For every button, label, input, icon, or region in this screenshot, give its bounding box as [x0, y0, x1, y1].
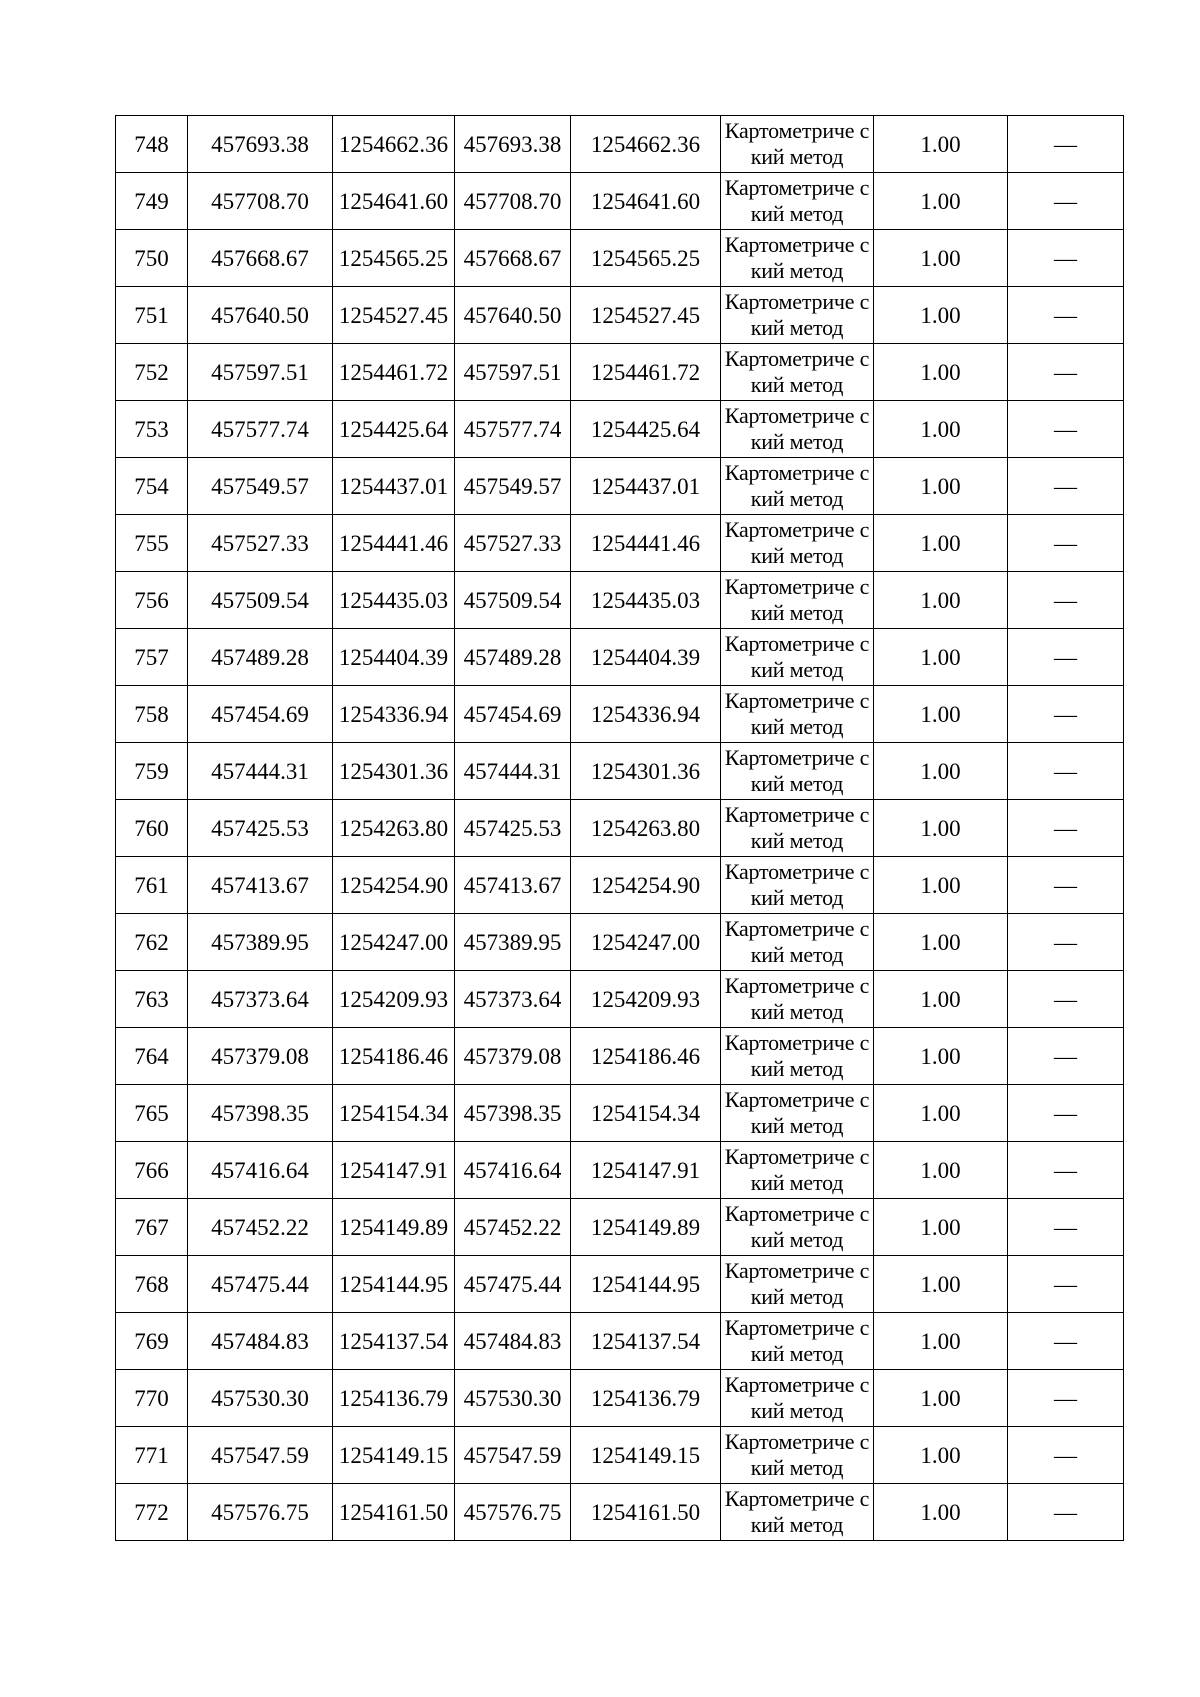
y-new-cell: 1254425.64 [571, 401, 721, 458]
y-new-cell: 1254404.39 [571, 629, 721, 686]
description-cell: — [1008, 1199, 1124, 1256]
method-text: Картометриче ский метод [724, 1486, 870, 1537]
table-row [116, 1142, 1124, 1199]
table-row [116, 230, 1124, 287]
accuracy-cell: 1.00 [874, 515, 1008, 572]
x-existing-cell: 457577.74 [188, 401, 333, 458]
x-new-cell: 457693.38 [455, 116, 571, 173]
x-existing-cell: 457693.38 [188, 116, 333, 173]
x-existing-cell: 457398.35 [188, 1085, 333, 1142]
y-existing-cell: 1254441.46 [333, 515, 455, 572]
accuracy-cell: 1.00 [874, 914, 1008, 971]
y-existing-cell: 1254147.91 [333, 1142, 455, 1199]
point-number-cell: 766 [116, 1142, 188, 1199]
y-new-cell: 1254154.34 [571, 1085, 721, 1142]
accuracy-cell: 1.00 [874, 1028, 1008, 1085]
y-existing-cell: 1254437.01 [333, 458, 455, 515]
method-cell [721, 1142, 874, 1199]
description-cell: — [1008, 800, 1124, 857]
accuracy-cell: 1.00 [874, 344, 1008, 401]
description-cell: — [1008, 1142, 1124, 1199]
y-existing-cell: 1254263.80 [333, 800, 455, 857]
accuracy-cell: 1.00 [874, 1256, 1008, 1313]
y-new-cell: 1254147.91 [571, 1142, 721, 1199]
method-text: Картометриче ский метод [724, 916, 870, 967]
point-number-cell: 769 [116, 1313, 188, 1370]
y-existing-cell: 1254336.94 [333, 686, 455, 743]
y-new-cell: 1254186.46 [571, 1028, 721, 1085]
y-existing-cell: 1254404.39 [333, 629, 455, 686]
y-existing-cell: 1254425.64 [333, 401, 455, 458]
point-number-cell: 757 [116, 629, 188, 686]
table-row [116, 743, 1124, 800]
method-cell [721, 458, 874, 515]
y-new-cell: 1254137.54 [571, 1313, 721, 1370]
method-cell [721, 572, 874, 629]
x-existing-cell: 457475.44 [188, 1256, 333, 1313]
method-cell [721, 800, 874, 857]
description-cell: — [1008, 971, 1124, 1028]
x-existing-cell: 457389.95 [188, 914, 333, 971]
x-new-cell: 457475.44 [455, 1256, 571, 1313]
x-existing-cell: 457547.59 [188, 1427, 333, 1484]
x-existing-cell: 457668.67 [188, 230, 333, 287]
accuracy-cell: 1.00 [874, 1370, 1008, 1427]
description-cell: — [1008, 116, 1124, 173]
accuracy-cell: 1.00 [874, 1142, 1008, 1199]
accuracy-cell: 1.00 [874, 287, 1008, 344]
table-row [116, 971, 1124, 1028]
description-cell: — [1008, 857, 1124, 914]
description-cell: — [1008, 686, 1124, 743]
point-number-cell: 752 [116, 344, 188, 401]
table-body [116, 116, 1124, 1541]
y-existing-cell: 1254641.60 [333, 173, 455, 230]
table-row [116, 116, 1124, 173]
y-existing-cell: 1254144.95 [333, 1256, 455, 1313]
x-new-cell: 457668.67 [455, 230, 571, 287]
accuracy-cell: 1.00 [874, 230, 1008, 287]
x-existing-cell: 457576.75 [188, 1484, 333, 1541]
method-text: Картометриче ский метод [724, 1372, 870, 1423]
x-new-cell: 457640.50 [455, 287, 571, 344]
method-cell [721, 287, 874, 344]
point-number-cell: 749 [116, 173, 188, 230]
x-new-cell: 457509.54 [455, 572, 571, 629]
method-text: Картометриче ский метод [724, 1201, 870, 1252]
y-existing-cell: 1254254.90 [333, 857, 455, 914]
point-number-cell: 750 [116, 230, 188, 287]
method-cell [721, 230, 874, 287]
point-number-cell: 771 [116, 1427, 188, 1484]
x-new-cell: 457489.28 [455, 629, 571, 686]
method-cell [721, 515, 874, 572]
table-row [116, 1370, 1124, 1427]
method-text: Картометриче ский метод [724, 1258, 870, 1309]
x-new-cell: 457425.53 [455, 800, 571, 857]
y-new-cell: 1254565.25 [571, 230, 721, 287]
method-cell [721, 116, 874, 173]
accuracy-cell: 1.00 [874, 629, 1008, 686]
point-number-cell: 770 [116, 1370, 188, 1427]
x-existing-cell: 457425.53 [188, 800, 333, 857]
accuracy-cell: 1.00 [874, 743, 1008, 800]
x-existing-cell: 457373.64 [188, 971, 333, 1028]
y-new-cell: 1254247.00 [571, 914, 721, 971]
x-new-cell: 457597.51 [455, 344, 571, 401]
y-existing-cell: 1254161.50 [333, 1484, 455, 1541]
description-cell: — [1008, 173, 1124, 230]
table-row [116, 629, 1124, 686]
table-row [116, 572, 1124, 629]
accuracy-cell: 1.00 [874, 686, 1008, 743]
y-existing-cell: 1254527.45 [333, 287, 455, 344]
point-number-cell: 767 [116, 1199, 188, 1256]
y-new-cell: 1254336.94 [571, 686, 721, 743]
method-text: Картометриче ский метод [724, 574, 870, 625]
y-new-cell: 1254461.72 [571, 344, 721, 401]
table-row [116, 1256, 1124, 1313]
x-existing-cell: 457549.57 [188, 458, 333, 515]
description-cell: — [1008, 1028, 1124, 1085]
y-new-cell: 1254149.89 [571, 1199, 721, 1256]
accuracy-cell: 1.00 [874, 1484, 1008, 1541]
method-text: Картометриче ский метод [724, 460, 870, 511]
method-text: Картометриче ский метод [724, 859, 870, 910]
x-existing-cell: 457413.67 [188, 857, 333, 914]
description-cell: — [1008, 1256, 1124, 1313]
y-new-cell: 1254641.60 [571, 173, 721, 230]
table-row [116, 1199, 1124, 1256]
x-existing-cell: 457489.28 [188, 629, 333, 686]
x-new-cell: 457416.64 [455, 1142, 571, 1199]
point-number-cell: 755 [116, 515, 188, 572]
x-new-cell: 457454.69 [455, 686, 571, 743]
x-new-cell: 457398.35 [455, 1085, 571, 1142]
method-text: Картометриче ский метод [724, 631, 870, 682]
description-cell: — [1008, 287, 1124, 344]
description-cell: — [1008, 515, 1124, 572]
description-cell: — [1008, 1370, 1124, 1427]
table-row [116, 686, 1124, 743]
method-text: Картометриче ский метод [724, 1030, 870, 1081]
x-new-cell: 457549.57 [455, 458, 571, 515]
y-new-cell: 1254144.95 [571, 1256, 721, 1313]
x-new-cell: 457452.22 [455, 1199, 571, 1256]
method-text: Картометриче ский метод [724, 802, 870, 853]
description-cell: — [1008, 914, 1124, 971]
x-new-cell: 457577.74 [455, 401, 571, 458]
table-row [116, 1484, 1124, 1541]
x-existing-cell: 457530.30 [188, 1370, 333, 1427]
description-cell: — [1008, 1427, 1124, 1484]
point-number-cell: 758 [116, 686, 188, 743]
y-existing-cell: 1254301.36 [333, 743, 455, 800]
method-cell [721, 1370, 874, 1427]
method-text: Картометриче ский метод [724, 118, 870, 169]
y-new-cell: 1254161.50 [571, 1484, 721, 1541]
y-new-cell: 1254149.15 [571, 1427, 721, 1484]
point-number-cell: 768 [116, 1256, 188, 1313]
method-text: Картометриче ский метод [724, 688, 870, 739]
x-existing-cell: 457452.22 [188, 1199, 333, 1256]
accuracy-cell: 1.00 [874, 1313, 1008, 1370]
y-new-cell: 1254437.01 [571, 458, 721, 515]
x-new-cell: 457379.08 [455, 1028, 571, 1085]
y-existing-cell: 1254461.72 [333, 344, 455, 401]
x-existing-cell: 457379.08 [188, 1028, 333, 1085]
point-number-cell: 751 [116, 287, 188, 344]
method-cell [721, 686, 874, 743]
accuracy-cell: 1.00 [874, 1199, 1008, 1256]
x-new-cell: 457708.70 [455, 173, 571, 230]
table-row [116, 800, 1124, 857]
method-text: Картометриче ский метод [724, 232, 870, 283]
table-row [116, 515, 1124, 572]
method-cell [721, 857, 874, 914]
x-new-cell: 457530.30 [455, 1370, 571, 1427]
x-existing-cell: 457444.31 [188, 743, 333, 800]
table-row [116, 914, 1124, 971]
method-text: Картометриче ский метод [724, 1087, 870, 1138]
y-new-cell: 1254435.03 [571, 572, 721, 629]
table-row [116, 1313, 1124, 1370]
y-existing-cell: 1254149.15 [333, 1427, 455, 1484]
method-text: Картометриче ский метод [724, 403, 870, 454]
method-cell [721, 1028, 874, 1085]
y-new-cell: 1254209.93 [571, 971, 721, 1028]
method-cell [721, 1427, 874, 1484]
method-cell [721, 344, 874, 401]
method-cell [721, 401, 874, 458]
y-existing-cell: 1254565.25 [333, 230, 455, 287]
x-new-cell: 457413.67 [455, 857, 571, 914]
x-new-cell: 457547.59 [455, 1427, 571, 1484]
table-row [116, 401, 1124, 458]
table-row [116, 458, 1124, 515]
point-number-cell: 760 [116, 800, 188, 857]
x-existing-cell: 457484.83 [188, 1313, 333, 1370]
method-cell [721, 1484, 874, 1541]
method-text: Картометриче ский метод [724, 175, 870, 226]
accuracy-cell: 1.00 [874, 800, 1008, 857]
accuracy-cell: 1.00 [874, 116, 1008, 173]
y-existing-cell: 1254149.89 [333, 1199, 455, 1256]
x-new-cell: 457576.75 [455, 1484, 571, 1541]
y-existing-cell: 1254136.79 [333, 1370, 455, 1427]
method-text: Картометриче ский метод [724, 1144, 870, 1195]
coordinates-table [115, 115, 1124, 1541]
description-cell: — [1008, 1484, 1124, 1541]
table-row [116, 1028, 1124, 1085]
x-new-cell: 457527.33 [455, 515, 571, 572]
point-number-cell: 763 [116, 971, 188, 1028]
method-cell [721, 1313, 874, 1370]
description-cell: — [1008, 344, 1124, 401]
point-number-cell: 772 [116, 1484, 188, 1541]
point-number-cell: 756 [116, 572, 188, 629]
method-text: Картометриче ский метод [724, 346, 870, 397]
accuracy-cell: 1.00 [874, 401, 1008, 458]
method-text: Картометриче ский метод [724, 517, 870, 568]
point-number-cell: 765 [116, 1085, 188, 1142]
description-cell: — [1008, 458, 1124, 515]
y-new-cell: 1254441.46 [571, 515, 721, 572]
method-text: Картометриче ский метод [724, 289, 870, 340]
y-new-cell: 1254136.79 [571, 1370, 721, 1427]
table-row [116, 1427, 1124, 1484]
point-number-cell: 748 [116, 116, 188, 173]
x-existing-cell: 457527.33 [188, 515, 333, 572]
method-text: Картометриче ский метод [724, 973, 870, 1024]
y-new-cell: 1254301.36 [571, 743, 721, 800]
method-cell [721, 173, 874, 230]
description-cell: — [1008, 401, 1124, 458]
description-cell: — [1008, 743, 1124, 800]
x-existing-cell: 457708.70 [188, 173, 333, 230]
method-cell [721, 914, 874, 971]
x-existing-cell: 457509.54 [188, 572, 333, 629]
y-new-cell: 1254263.80 [571, 800, 721, 857]
method-cell [721, 1199, 874, 1256]
method-text: Картометриче ский метод [724, 1315, 870, 1366]
accuracy-cell: 1.00 [874, 971, 1008, 1028]
y-new-cell: 1254662.36 [571, 116, 721, 173]
y-existing-cell: 1254435.03 [333, 572, 455, 629]
method-cell [721, 1085, 874, 1142]
table-row [116, 857, 1124, 914]
y-existing-cell: 1254154.34 [333, 1085, 455, 1142]
method-text: Картометриче ский метод [724, 1429, 870, 1480]
x-new-cell: 457389.95 [455, 914, 571, 971]
method-text: Картометриче ский метод [724, 745, 870, 796]
point-number-cell: 759 [116, 743, 188, 800]
x-new-cell: 457484.83 [455, 1313, 571, 1370]
x-existing-cell: 457416.64 [188, 1142, 333, 1199]
point-number-cell: 762 [116, 914, 188, 971]
table-row [116, 287, 1124, 344]
y-existing-cell: 1254137.54 [333, 1313, 455, 1370]
accuracy-cell: 1.00 [874, 1085, 1008, 1142]
point-number-cell: 761 [116, 857, 188, 914]
x-existing-cell: 457597.51 [188, 344, 333, 401]
x-existing-cell: 457454.69 [188, 686, 333, 743]
point-number-cell: 754 [116, 458, 188, 515]
x-existing-cell: 457640.50 [188, 287, 333, 344]
table-row [116, 1085, 1124, 1142]
description-cell: — [1008, 572, 1124, 629]
point-number-cell: 764 [116, 1028, 188, 1085]
description-cell: — [1008, 230, 1124, 287]
y-new-cell: 1254527.45 [571, 287, 721, 344]
method-cell [721, 629, 874, 686]
description-cell: — [1008, 629, 1124, 686]
table-row [116, 344, 1124, 401]
accuracy-cell: 1.00 [874, 572, 1008, 629]
accuracy-cell: 1.00 [874, 173, 1008, 230]
method-cell [721, 743, 874, 800]
x-new-cell: 457373.64 [455, 971, 571, 1028]
y-existing-cell: 1254186.46 [333, 1028, 455, 1085]
x-new-cell: 457444.31 [455, 743, 571, 800]
accuracy-cell: 1.00 [874, 857, 1008, 914]
description-cell: — [1008, 1313, 1124, 1370]
description-cell: — [1008, 1085, 1124, 1142]
table-row [116, 173, 1124, 230]
point-number-cell: 753 [116, 401, 188, 458]
y-existing-cell: 1254209.93 [333, 971, 455, 1028]
y-existing-cell: 1254247.00 [333, 914, 455, 971]
accuracy-cell: 1.00 [874, 1427, 1008, 1484]
accuracy-cell: 1.00 [874, 458, 1008, 515]
method-cell [721, 971, 874, 1028]
y-existing-cell: 1254662.36 [333, 116, 455, 173]
y-new-cell: 1254254.90 [571, 857, 721, 914]
method-cell [721, 1256, 874, 1313]
